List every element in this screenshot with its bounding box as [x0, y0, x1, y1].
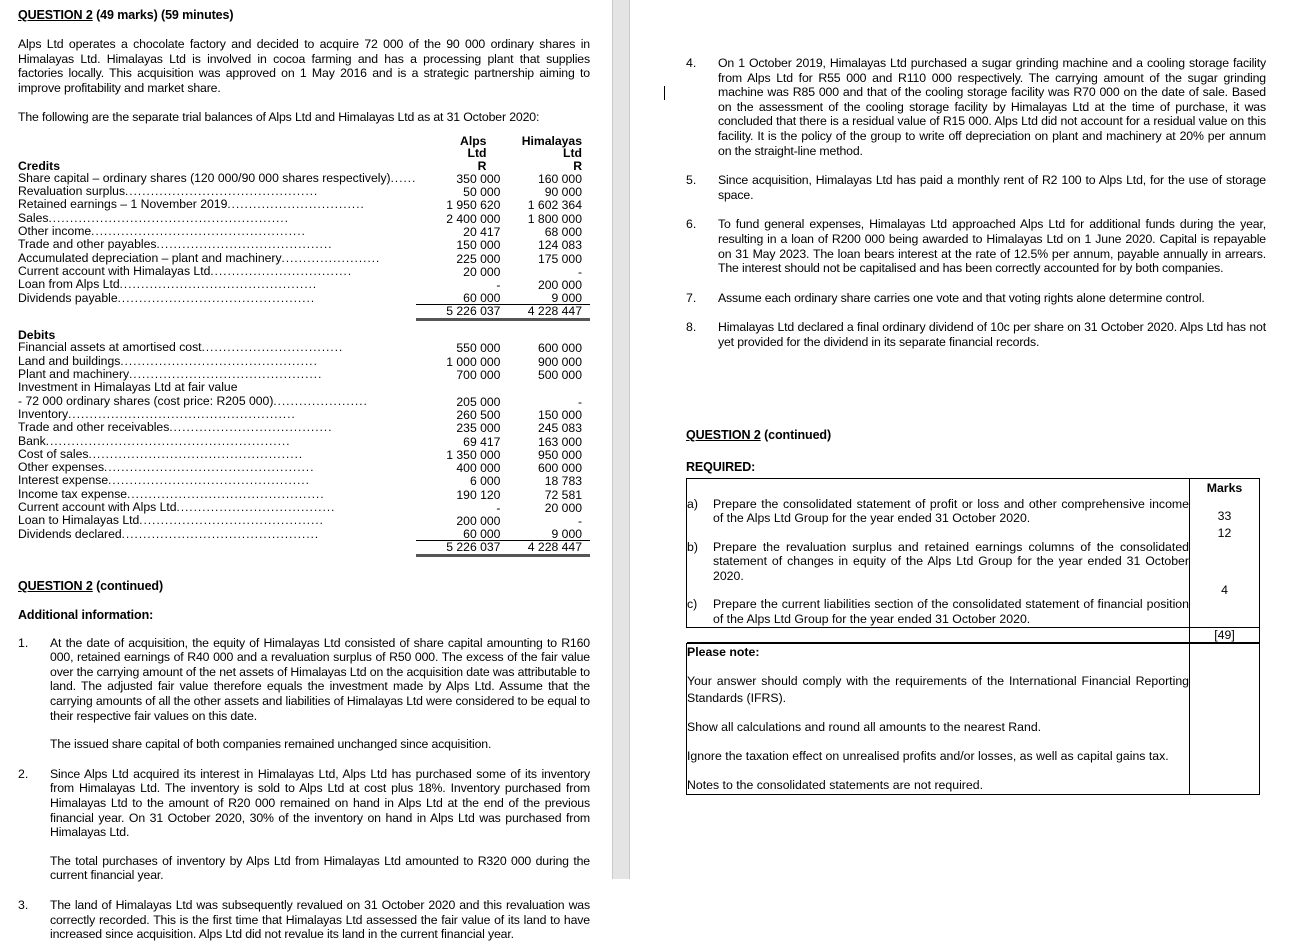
spacer-cell [18, 319, 590, 329]
page-title-underlined: QUESTION 2 [18, 8, 93, 22]
trial-balance-value-alps: 260 500 [456, 407, 501, 422]
trial-balance-total-alps: 5 226 037 [416, 541, 500, 555]
additional-info-item-paragraph: At the date of acquisition, the equity of Himalayas Ltd consisted of share capital amounting to R160 000, retained earnings of R40 000 and a revaluation surplus of R50 000. The excess of the fair value over the carrying amount of the net assets of Himalayas Ltd on the acquisition date was attributable to land. The adjusted fair value therefore equals the investment made by Alps Ltd. Assume that the carrying amounts of all the other assets and liabilities of Himalayas Ltd were considered to be equal to their respective fair values on this date. [50, 635, 590, 723]
trial-balance-value-alps: 60 000 [416, 528, 500, 541]
trial-balance-col-alps-header: Ltd [467, 146, 487, 161]
trial-balance-value-himalayas: 150 000 [537, 407, 582, 422]
trial-balance-value-himalayas: 600 000 [537, 341, 582, 356]
trial-balance-value-himalayas: 163 000 [537, 434, 582, 449]
trial-balance-header-blank [18, 147, 416, 159]
trial-balance-value-alps: 69 417 [463, 434, 501, 449]
trial-balance-total-blank [18, 541, 416, 555]
required-row-marks [1190, 478, 1260, 526]
intro-paragraph: Alps Ltd operates a chocolate factory and decided to acquire 72 000 of the 90 000 ordinary shares in Himalayas Ltd. Himalayas Ltd is involved in cocoa farming and has a processing plant that supplies factories locally. This acquisition was approved on 1 May 2016 and is a strategic partnership aiming to improve profitability and market share. [18, 37, 590, 95]
trial-balance-row-label: Interest expense............................................... [18, 473, 310, 488]
please-note-row [687, 643, 1260, 794]
additional-info-item-body [718, 217, 1266, 275]
required-row-description: Prepare the consolidated statement of profit or loss and other comprehensive income of the Alps Ltd Group for the year ended 31 October 2020. [713, 496, 1189, 526]
trial-balance-row-label: Bank......................................................... [18, 433, 291, 448]
additional-info-item-paragraph: The total purchases of inventory by Alps Ltd from Himalayas Ltd amounted to R320 000 during the current financial year. [50, 853, 590, 883]
additional-info-item-paragraph: Since acquisition, Himalayas Ltd has paid a monthly rent of R2 100 to Alps Ltd, for the use of storage space. [718, 173, 1266, 202]
trial-balance-value-himalayas: 20 000 [544, 500, 582, 515]
please-note-heading: Please note: [687, 644, 760, 659]
trial-balance-row-label: Current account with Himalayas Ltd................................. [18, 263, 353, 278]
additional-info-item-body [50, 767, 590, 883]
question-continued-heading-left [18, 579, 590, 593]
trial-balance-col-himalayas-header: Ltd [563, 146, 582, 161]
trial-balance-value-himalayas: 90 000 [544, 185, 582, 200]
trial-balance-value-alps: 1 950 620 [446, 198, 501, 213]
please-note-table [686, 643, 1260, 795]
additional-info-item-paragraph: Assume each ordinary share carries one vote and that voting rights alone determine control. [718, 290, 1205, 305]
trial-balance-row [18, 395, 590, 408]
debits-section-label: Debits [18, 328, 56, 343]
additional-info-item-paragraph: The land of Himalayas Ltd was subsequently revalued on 31 October 2020 and this revaluation was correctly recorded. This is the first time that Himalayas Ltd assessed the fair value of its land to have increased since acquisition. Alps Ltd did not revalue its land in the current financial year. [50, 897, 590, 942]
additional-info-item [18, 767, 590, 883]
additional-info-item-body [718, 173, 1266, 202]
trial-balance-value-himalayas: 1 800 000 [527, 211, 582, 226]
trial-balance-header-row [18, 147, 590, 159]
trial-balance-value-alps: 235 000 [456, 421, 501, 436]
additional-info-item-paragraph: Since Alps Ltd acquired its interest in Himalayas Ltd, Alps Ltd has purchased some of its inventory from Himalayas Ltd. The inventory is sold to Alps Ltd at cost plus 18%. Inventory purchased from Himalayas Ltd to the amount of R20 000 remained on hand in Alps Ltd at the end of the previous financial year. On 31 October 2020, 30% of the inventory on hand in Alps Ltd was purchased from Himalayas Ltd. [50, 766, 590, 840]
trial-balance-row [18, 461, 590, 474]
trial-balance-row [18, 292, 590, 305]
additional-info-item [686, 320, 1266, 349]
trial-balance-value-alps: 20 000 [463, 264, 501, 279]
required-total-row [687, 627, 1260, 642]
trial-balance-value-himalayas: - [577, 394, 582, 409]
trial-balance-value-himalayas: 72 581 [544, 487, 582, 502]
additional-info-item [686, 56, 1266, 158]
required-heading: REQUIRED: [686, 459, 756, 474]
trial-balance-row [18, 172, 590, 185]
item-gap [18, 752, 590, 767]
trial-balance-lead-in: The following are the separate trial balances of Alps Ltd and Himalayas Ltd as at 31 October 2020: [18, 110, 540, 125]
trial-balance-value-alps: 20 417 [463, 225, 501, 240]
document-page-right [630, 0, 1290, 879]
trial-balance-total-row [18, 305, 590, 319]
trial-balance-row-label: Investment in Himalayas Ltd at fair value [18, 380, 238, 395]
trial-balance-value-himalayas: 18 783 [544, 474, 582, 489]
additional-info-item-number: 1. [18, 635, 29, 650]
required-row [687, 478, 1260, 526]
trial-balance-row-label: Land and buildings.............................................. [18, 353, 318, 368]
trial-balance-value-alps: 6 000 [469, 474, 501, 489]
document-page-left [0, 0, 612, 942]
trial-balance-value-himalayas: 900 000 [537, 354, 582, 369]
additional-info-item [18, 898, 590, 942]
trial-balance-value-himalayas: 160 000 [537, 171, 582, 186]
item-gap [18, 883, 590, 898]
required-row-marks: 12 [1190, 526, 1260, 584]
item-gap [686, 202, 1266, 217]
required-row-text-cell [687, 478, 1190, 526]
trial-balance-row [18, 278, 590, 291]
question-continued-underlined-right: QUESTION 2 [686, 427, 761, 442]
item-gap [686, 158, 1266, 173]
item-gap [686, 276, 1266, 291]
trial-balance-row [18, 408, 590, 421]
trial-balance-row-label: - 72 000 ordinary shares (cost price: R205 000)...................... [18, 393, 368, 408]
trial-balance-row-label: Revaluation surplus............................................. [18, 184, 319, 199]
additional-info-item [686, 291, 1266, 306]
required-row-text-cell [687, 583, 1190, 627]
trial-balance-col-himalayas-header: Himalayas [521, 133, 582, 148]
required-row-marks-value: 33 [1217, 508, 1232, 523]
trial-balance-row-label: Loan to Himalayas Ltd........................................... [18, 513, 324, 528]
trial-balance-row-label: Retained earnings – 1 November 2019................................ [18, 197, 365, 212]
revision-change-bar [664, 86, 665, 100]
trial-balance-row-label: Current account with Alps Ltd..................................... [18, 499, 336, 514]
trial-balance-row [18, 252, 590, 265]
trial-balance-row [18, 381, 590, 394]
trial-balance-row-label: Other expenses................................................. [18, 460, 315, 475]
required-total-marks: [49] [1190, 627, 1260, 642]
page-title-suffix: (49 marks) (59 minutes) [92, 8, 234, 22]
trial-balance-value-himalayas: 200 000 [537, 278, 582, 293]
trial-balance-row-label: Other income.................................................. [18, 224, 306, 239]
trial-balance-row [18, 225, 590, 238]
please-note-paragraph: Your answer should comply with the requirements of the International Financial Reporting Standards (IFRS). [687, 673, 1189, 705]
trial-balance-value-alps: 350 000 [456, 171, 501, 186]
trial-balance-value-himalayas: 600 000 [537, 461, 582, 476]
trial-balance-value-himalayas: 1 602 364 [527, 198, 582, 213]
trial-balance-value-himalayas [500, 381, 590, 394]
trial-balance-value-alps: 200 000 [456, 514, 501, 529]
trial-balance-value-himalayas: - [577, 514, 582, 529]
trial-balance-row-label: Inventory..................................................... [18, 406, 296, 421]
trial-balance-row-label: Cost of sales.................................................. [18, 446, 304, 461]
trial-balance-row-label: Trade and other payables......................................... [18, 237, 333, 252]
trial-balance-row [18, 355, 590, 368]
additional-info-item [686, 173, 1266, 202]
trial-balance-row [18, 528, 590, 541]
marks-column-header: Marks [1206, 480, 1243, 495]
trial-balance-row [18, 212, 590, 225]
trial-balance-row [18, 421, 590, 434]
required-row-text-cell [687, 526, 1190, 584]
trial-balance-col-himalayas-header: R [573, 158, 582, 173]
trial-balance-row [18, 501, 590, 514]
please-note-paragraph: Notes to the consolidated statements are not required. [687, 777, 983, 792]
trial-balance-value-himalayas: 500 000 [537, 368, 582, 383]
additional-info-item-paragraph: The issued share capital of both companies remained unchanged since acquisition. [50, 737, 492, 752]
trial-balance-header-blank [18, 135, 416, 147]
required-row [687, 526, 1260, 584]
trial-balance-value-alps: 50 000 [463, 185, 501, 200]
additional-info-item-number: 8. [686, 320, 697, 335]
question-continued-suffix-left: (continued) [92, 578, 164, 593]
required-row-marks: 4 [1190, 583, 1260, 627]
required-row-letter: b) [687, 539, 698, 554]
trial-balance-total-row [18, 541, 590, 555]
trial-balance-value-alps: 550 000 [456, 341, 501, 356]
trial-balance-row-label: Sales........................................................ [18, 210, 290, 225]
additional-info-item-number: 2. [18, 766, 29, 781]
required-row-description: Prepare the current liabilities section of the consolidated statement of financial position of the Alps Ltd Group for the year ended 31 October 2020. [713, 597, 1189, 627]
trial-balance-value-alps: 400 000 [456, 461, 501, 476]
question-continued-heading-right [686, 428, 1266, 442]
trial-balance-value-himalayas: 175 000 [537, 251, 582, 266]
additional-info-item [18, 636, 590, 752]
additional-info-item-paragraph: To fund general expenses, Himalayas Ltd approached Alps Ltd for additional funds during the year, resulting in a loan of R200 000 being awarded to Himalayas Ltd on 1 June 2020. Capital is repayable on 31 May 2023. The loan bears interest at the rate of 12.5% per annum, payable annually in arrears. The interest should not be capitalised and has been correctly accounted for by both companies. [718, 217, 1266, 276]
trial-balance-value-alps: 150 000 [456, 238, 501, 253]
trial-balance-row-label: Dividends declared.............................................. [18, 526, 320, 541]
additional-info-item-body [718, 320, 1266, 349]
debits-header-blank-alps [416, 329, 500, 341]
additional-info-item-body [718, 291, 1266, 306]
trial-balance-row-label: Dividends payable.............................................. [18, 290, 316, 305]
trial-balance-row-label: Accumulated depreciation – plant and machinery....................... [18, 250, 381, 265]
please-note-cell [687, 643, 1190, 794]
question-continued-underlined-left: QUESTION 2 [18, 578, 93, 593]
trial-balance-value-alps: 1 350 000 [446, 447, 501, 462]
trial-balance-value-alps: 225 000 [456, 251, 501, 266]
trial-balance-row [18, 198, 590, 211]
please-note-marks-cell [1190, 643, 1260, 794]
trial-balance-value-alps: 190 120 [456, 487, 501, 502]
trial-balance-value-himalayas: 68 000 [544, 225, 582, 240]
additional-info-item-number: 3. [18, 897, 29, 912]
additional-info-item [686, 217, 1266, 275]
trial-balance-value-himalayas: 124 083 [537, 238, 582, 253]
page-title [18, 8, 590, 22]
trial-balance-value-himalayas: 245 083 [537, 421, 582, 436]
please-note-paragraph: Ignore the taxation effect on unrealised profits and/or losses, as well as capital gains tax. [687, 748, 1169, 763]
additional-information-heading: Additional information: [18, 607, 154, 622]
trial-balance-col-alps-header: R [477, 158, 487, 173]
trial-balance-value-alps: - [496, 278, 501, 293]
trial-balance-row [18, 514, 590, 527]
trial-balance-value-alps: 1 000 000 [446, 354, 501, 369]
trial-balance-row-label: Loan from Alps Ltd.............................................. [18, 277, 318, 292]
trial-balance-value-alps: - [496, 500, 501, 515]
trial-balance-row [18, 435, 590, 448]
trial-balance-table [18, 135, 590, 557]
trial-balance-row-label: Share capital – ordinary shares (120 000/90 000 shares respectively)...... [18, 170, 417, 185]
additional-info-item-number: 7. [686, 290, 697, 305]
additional-info-item-number: 4. [686, 56, 697, 70]
required-row [687, 583, 1260, 627]
trial-balance-col-alps-header: Alps [460, 133, 487, 148]
debits-header-blank-himalayas [500, 329, 590, 341]
trial-balance-value-himalayas: 9 000 [500, 528, 590, 541]
trial-balance-row [18, 238, 590, 251]
required-table [686, 478, 1260, 643]
trial-balance-value-alps: 60 000 [416, 292, 500, 305]
trial-balance-row [18, 368, 590, 381]
additional-info-item-paragraph: Himalayas Ltd declared a final ordinary dividend of 10c per share on 31 October 2020. Alps Ltd has not yet provided for the dividend in its separate financial records. [718, 320, 1266, 349]
trial-balance-value-himalayas: 9 000 [500, 292, 590, 305]
question-continued-suffix-right: (continued) [760, 427, 832, 442]
trial-balance-total-himalayas: 4 228 447 [500, 305, 590, 319]
credits-section-label: Credits [18, 158, 60, 173]
trial-balance-value-himalayas: 950 000 [537, 447, 582, 462]
trial-balance-value-alps: 2 400 000 [446, 211, 501, 226]
trial-balance-header-row [18, 135, 590, 147]
required-row-letter: a) [687, 496, 698, 511]
trial-balance-value-alps [416, 381, 500, 394]
trial-balance-row-label: Financial assets at amortised cost................................. [18, 340, 344, 355]
trial-balance-value-alps: 205 000 [456, 394, 501, 409]
trial-balance-row-label: Trade and other receivables...................................... [18, 420, 333, 435]
trial-balance-spacer [18, 319, 590, 329]
trial-balance-row [18, 488, 590, 501]
trial-balance-row-label: Income tax expense.............................................. [18, 486, 325, 501]
trial-balance-row [18, 185, 590, 198]
additional-info-item-body [50, 898, 590, 942]
trial-balance-row-label: Plant and machinery............................................. [18, 367, 323, 382]
trial-balance-total-himalayas: 4 228 447 [500, 541, 590, 555]
please-note-paragraph: Show all calculations and round all amounts to the nearest Rand. [687, 719, 1042, 734]
required-row-letter: c) [687, 597, 698, 612]
trial-balance-row [18, 265, 590, 278]
item-gap [686, 305, 1266, 320]
required-row-description: Prepare the revaluation surplus and retained earnings columns of the consolidated statement of changes in equity of the Alps Ltd Group for the year ended 31 October 2020. [713, 539, 1189, 583]
trial-balance-row [18, 474, 590, 487]
trial-balance-total-alps: 5 226 037 [416, 305, 500, 319]
page-gutter [612, 0, 630, 879]
trial-balance-value-alps: 700 000 [456, 368, 501, 383]
additional-info-item-paragraph: On 1 October 2019, Himalayas Ltd purchased a sugar grinding machine and a cooling storage facility from Alps Ltd for R55 000 and R110 000 respectively. The carrying amount of the sugar grinding machine was R85 000 and that of the cooling storage facility was R70 000 on the date of sale. Based on the assessment of the cooling storage facility by Himalayas Ltd at the time of purchase, it was concluded that there is a residual value of R15 000. Alps Ltd did not account for a residual value on this facility. It is the policy of the group to write off depreciation on plant and machinery at 20% per annum on the straight-line method. [718, 56, 1266, 158]
additional-info-item-number: 6. [686, 217, 697, 232]
trial-balance-value-himalayas: - [577, 264, 582, 279]
trial-balance-row [18, 448, 590, 461]
required-total-blank [687, 627, 1190, 642]
additional-info-item-body [718, 56, 1266, 158]
trial-balance-total-blank [18, 305, 416, 319]
additional-info-item-body [50, 636, 590, 752]
additional-info-item-number: 5. [686, 173, 697, 188]
trial-balance-row [18, 341, 590, 354]
